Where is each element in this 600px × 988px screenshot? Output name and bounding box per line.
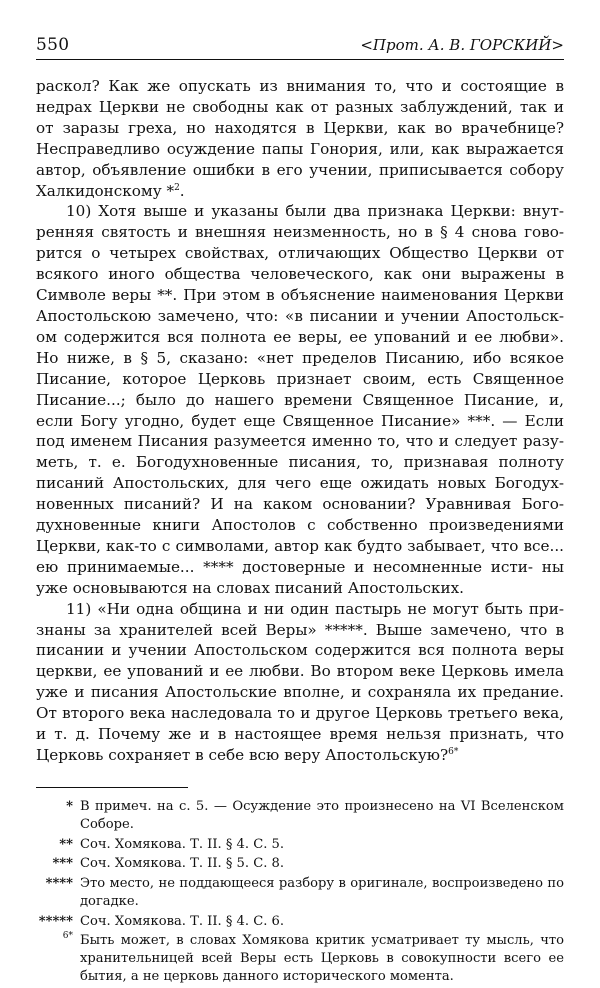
text-line: уже и писания Апостольские вполне, и сохраняла их предание. [36, 683, 564, 702]
text-line: и от заразы греха, но находятся в Церкви, как во врачебнице? [36, 97, 564, 137]
footnote-text [80, 836, 564, 854]
text-line: недрах Церкви не свободны как от разных заблуждений, так [36, 97, 547, 116]
footnote [36, 932, 564, 985]
text-line: ом содержится вся полнота ее веры, ее упований и ее любви». [36, 327, 564, 346]
footnote [36, 913, 564, 931]
text-line: ны уже основываются на словах писаний Апостольских. [36, 557, 564, 597]
footnote-line: Соч. Хомякова. Т. II. § 4. С. 5. [80, 836, 285, 852]
footnote-mark [36, 913, 80, 931]
footnote-asterisks: ***** [38, 913, 73, 929]
main-text [36, 76, 564, 766]
text-line: Халкидонскому * [36, 181, 175, 200]
footnote [36, 855, 564, 873]
footnote-line: В примеч. на с. 5. — Осуждение это произнесено на VI Вселенском [80, 798, 564, 814]
text-line: От второго века наследовала то и другое Церковь третьего века, [36, 704, 564, 723]
text-line: Писание...; было до нашего времени Священное Писание, и, [36, 390, 564, 409]
footnote-line: Это место, не поддающееся разбору в оригинале, воспроизведено [80, 876, 543, 892]
text-line: под именем Писания разумеется именно то, что и следует разу- [36, 432, 564, 451]
footnote-line: что хранительницей всей Веры есть Церковь в совокупности всего [80, 933, 564, 967]
running-header [36, 35, 564, 60]
text-line: новенных писаний? И на каком основании? Уравнивая Бого- [36, 495, 564, 514]
text-line: Церкви, как-то с символами, автор как будто забывает, что [36, 536, 519, 555]
text-line: всякого иного общества человеческого, как они выражены в [36, 265, 564, 284]
footnote-text [80, 798, 564, 834]
footnote-text [80, 913, 564, 931]
footnote-line: Соч. Хомякова. Т. II. § 4. С. 6. [80, 913, 285, 929]
footnotes [36, 798, 564, 986]
running-title: <Прот. А. В. ГОРСКИЙ> [360, 36, 564, 54]
text-line: 10) Хотя выше и указаны были два признака Церкви: внут- [66, 202, 564, 221]
text-line: раскол? Как же опускать из внимания то, что и состоящие в [36, 77, 564, 95]
footnote-asterisks: *** [52, 856, 73, 872]
footnote-ref: 2 [174, 182, 180, 193]
footnote-mark [36, 932, 80, 985]
footnote-line: Соборе. [80, 816, 134, 832]
paragraph-3 [36, 599, 564, 766]
text-line: автор, объявление ошибки в его учении, приписывается собору [36, 160, 564, 179]
footnote [36, 836, 564, 854]
text-line: писаний Апостольских, для чего еще ожидать новых Богодух- [36, 474, 564, 493]
text-line: Но ниже, в § 5, сказано: «нет пределов Писанию, ибо всякое [36, 348, 564, 367]
text-line: духновенные книги Апостолов с собственно произведениями [36, 516, 564, 535]
text-line: знаны за хранителей всей Веры» *****. Выше замечено, что в [36, 620, 564, 639]
footnote-line: ее бытия, а не церковь данного исторического момента. [80, 951, 564, 985]
text-line: рится о четырех свойствах, отличающих Общество Церкви от [36, 244, 564, 263]
text-line: Церковь сохраняет в себе всю веру Апостольскую? [36, 746, 449, 764]
footnote-line: Быть может, в словах Хомякова критик усматривает ту мысль, [80, 933, 534, 949]
paragraph-1 [36, 76, 564, 201]
footnote-asterisks: * [66, 798, 73, 814]
text-line: Писание, которое Церковь признает своим, есть Священное [36, 369, 564, 388]
footnote-asterisks: ** [59, 836, 73, 852]
text-line: Апостольскою замечено, что: «в писании и учении Апостольск- [36, 306, 564, 325]
footnote [36, 798, 564, 834]
footnote-mark [36, 836, 80, 854]
footnote-line: Соч. Хомякова. Т. II. § 5. С. 8. [80, 856, 285, 872]
text-line: церкви, ее упований и ее любви. Во втором веке Церковь имела [36, 662, 564, 681]
text-line: ренняя святость и внешняя неизменность, но в § 4 снова гово- [36, 223, 564, 242]
footnote-sup: 6* [62, 931, 73, 942]
footnote-line: по догадке. [80, 876, 564, 909]
footnote-ref: 6* [448, 747, 459, 757]
footnote-divider [36, 787, 188, 788]
text-line: писании и учении Апостольском содержится вся полнота веры [36, 641, 564, 660]
text-line: 11) «Ни одна община и ни один пастырь не могут быть при- [66, 599, 564, 618]
text-line: и т. д. Почему же и в настоящее время нельзя признать, что [36, 725, 564, 744]
footnote-mark [36, 855, 80, 873]
text-line-end: . [179, 181, 185, 200]
footnote-text [80, 875, 564, 911]
footnote-mark [36, 875, 80, 911]
footnote-text [80, 855, 564, 873]
book-page [36, 35, 564, 988]
paragraph-2 [36, 201, 564, 598]
text-line: все... ею принимаемые... **** достоверные и несомненные исти- [36, 536, 564, 576]
text-line: Символе веры **. При этом в объяснение наименования Церкви [36, 286, 564, 305]
footnote-asterisks: **** [45, 876, 73, 892]
text-line: если Богу угодно, будет еще Священное Писание» ***. — Если [36, 411, 564, 430]
text-line: Несправедливо осуждение папы Гонория, или, как выражается [36, 139, 564, 158]
footnote-mark [36, 798, 80, 834]
text-line: меть, т. е. Богодухновенные писания, то, признавая полноту [36, 453, 564, 472]
footnote-text [80, 932, 564, 985]
page-number: 550 [36, 35, 70, 55]
footnote [36, 875, 564, 911]
